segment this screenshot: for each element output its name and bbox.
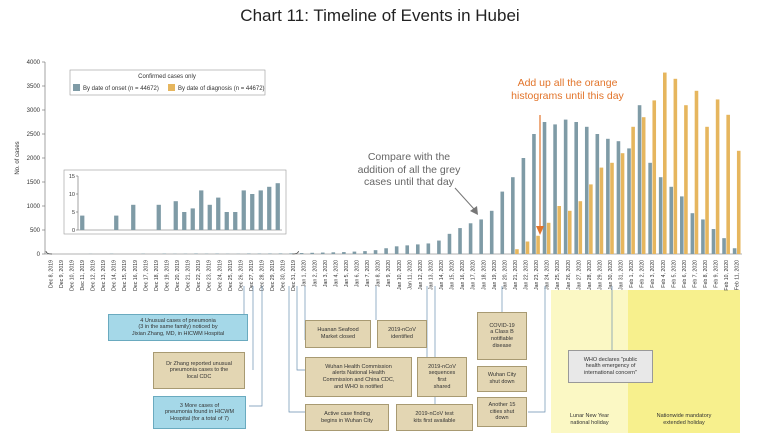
event-text: shared	[433, 383, 451, 390]
bar-onset	[458, 228, 462, 254]
event-text: kits first available	[413, 417, 456, 424]
event-text: Hospital (for a total of 7)	[170, 415, 229, 422]
event-box-report-cdc	[153, 352, 245, 389]
event-text: cities shut	[489, 408, 515, 415]
bar-onset	[532, 134, 536, 254]
x-tick-label: Dec 24, 2019	[217, 260, 224, 291]
x-tick-label: Feb 1, 2020	[629, 260, 636, 288]
x-tick-label: Dec 14, 2019	[111, 260, 118, 291]
x-tick-label: Dec 11, 2019	[79, 260, 86, 291]
bar-onset	[691, 213, 695, 254]
x-tick-label: Jan 7, 2020	[365, 260, 372, 288]
x-tick-label: Dec 19, 2019	[164, 260, 171, 291]
x-tick-label: Feb 4, 2020	[660, 260, 667, 288]
inset-chart	[64, 170, 286, 234]
inset-bar-onset	[191, 208, 195, 230]
event-text: Wuhan Health Commission	[325, 363, 392, 370]
y-tick-label: 0	[36, 252, 40, 258]
x-tick-label: Feb 7, 2020	[692, 260, 699, 288]
bar-onset	[342, 252, 346, 254]
x-tick-label: Dec 8, 2019	[48, 260, 55, 288]
bar-onset	[268, 253, 272, 254]
event-box-ncov-identified	[377, 320, 427, 348]
x-tick-label: Jan 21, 2020	[512, 260, 519, 290]
x-tick-label: Jan 18, 2020	[481, 260, 488, 290]
event-box-who-emergency	[568, 350, 653, 383]
x-tick-label: Jan 23, 2020	[534, 260, 541, 290]
bar-onset	[564, 120, 568, 254]
event-text: 3 More cases of	[179, 402, 220, 409]
event-text: down	[495, 415, 509, 422]
x-tick-label: Jan 22, 2020	[523, 260, 530, 290]
x-tick-label: Jan 6, 2020	[354, 260, 361, 288]
inset-bar-onset	[259, 190, 263, 230]
inset-bar-onset	[225, 212, 229, 230]
bar-onset	[701, 219, 705, 254]
bar-diagnosis	[716, 99, 720, 254]
bar-onset	[395, 246, 399, 254]
bar-diagnosis	[631, 127, 635, 254]
x-tick-label: Dec 20, 2019	[175, 260, 182, 291]
event-text: Wuhan City	[487, 372, 517, 379]
bar-onset	[194, 253, 198, 254]
bar-onset	[680, 196, 684, 254]
bar-onset	[596, 134, 600, 254]
bar-diagnosis	[568, 211, 572, 254]
inset-bar-onset	[208, 205, 212, 230]
x-tick-label: Dec 18, 2019	[153, 260, 160, 291]
bar-onset	[712, 229, 716, 254]
legend-diagnosis-label: By date of diagnosis (n = 44672)	[178, 86, 265, 92]
bar-onset	[585, 127, 589, 254]
event-box-active-case-finding	[305, 404, 389, 431]
event-text: Another 15	[488, 402, 516, 409]
y-tick-label: 1000	[26, 204, 40, 210]
x-tick-label: Jan 27, 2020	[576, 260, 583, 290]
event-text: shut down	[489, 379, 515, 385]
grey-annotation-line1: Compare with the	[367, 151, 451, 163]
event-text: sequences	[428, 370, 456, 377]
event-text: international concern"	[583, 369, 637, 376]
bar-onset	[437, 241, 441, 254]
x-tick-label: Dec 29, 2019	[270, 260, 277, 291]
grey-arrow-line	[455, 188, 474, 209]
event-text: health emergency of	[585, 363, 636, 370]
bar-onset	[321, 253, 325, 254]
x-tick-label: Dec 12, 2019	[90, 260, 97, 291]
bar-onset	[247, 253, 251, 254]
orange-annotation-line1: Add up all the orange	[517, 77, 618, 89]
x-tick-label: Feb 9, 2020	[713, 260, 720, 288]
page-title: Chart 11: Timeline of Events in Hubei	[240, 6, 520, 25]
orange-annotation-line2: histograms until this day	[511, 89, 624, 102]
event-text: 2019-nCoV test	[415, 410, 454, 417]
bar-diagnosis	[695, 91, 699, 254]
x-tick-label: Jan 15, 2020	[449, 260, 456, 290]
y-tick-label: 2500	[26, 132, 40, 138]
bar-onset	[617, 141, 621, 254]
x-tick-label: Jan 3, 2020	[322, 260, 329, 288]
bar-diagnosis	[579, 201, 583, 254]
x-tick-label: Jan 30, 2020	[607, 260, 614, 290]
x-tick-label: Jan 5, 2020	[343, 260, 350, 288]
x-tick-label: Dec 30, 2019	[280, 260, 287, 291]
inset-bar-onset	[80, 216, 84, 230]
x-tick-label: Jan 13, 2020	[428, 260, 435, 290]
bar-diagnosis	[547, 223, 551, 254]
legend-swatch-diagnosis	[168, 84, 175, 91]
x-tick-label: Dec 10, 2019	[69, 260, 76, 291]
bar-onset	[722, 238, 726, 254]
event-text: disease	[492, 342, 512, 349]
event-text: Commission and China CDC,	[322, 377, 395, 383]
x-tick-label: Dec 21, 2019	[185, 260, 192, 291]
x-tick-label: Jan 1, 2020	[301, 260, 308, 288]
bar-diagnosis	[652, 100, 656, 254]
inset-bar-onset	[131, 205, 135, 230]
event-text: (3 in the same family) noticed by	[138, 324, 218, 331]
connector-b3	[249, 286, 262, 406]
x-tick-label: Jan 10, 2020	[396, 260, 403, 290]
event-text: extended holiday	[663, 419, 705, 426]
event-text: identified	[390, 334, 413, 340]
inset-bar-onset	[216, 198, 220, 230]
event-box-wuhan-shut	[477, 366, 527, 392]
inset-y-tick-label: 10	[68, 192, 75, 198]
bar-onset	[553, 124, 557, 254]
x-tick-label: Feb 6, 2020	[681, 260, 688, 288]
bar-onset	[310, 253, 314, 254]
bar-diagnosis	[526, 242, 530, 254]
bar-onset	[659, 177, 663, 254]
y-tick-label: 2000	[26, 156, 40, 162]
event-text: alerts National Health	[332, 370, 385, 377]
event-text: 2019-nCoV	[388, 327, 416, 334]
bar-onset	[638, 105, 642, 254]
bar-diagnosis	[674, 79, 678, 254]
inset-bar-onset	[233, 212, 237, 230]
x-tick-label: Dec 13, 2019	[101, 260, 108, 291]
bar-onset	[405, 245, 409, 254]
legend-swatch-onset	[73, 84, 80, 91]
x-tick-label: Dec 16, 2019	[132, 260, 139, 291]
bar-onset	[448, 234, 452, 254]
x-tick-label: Jan 28, 2020	[586, 260, 593, 290]
event-box-more-cases	[153, 396, 246, 429]
x-tick-label: Feb 2, 2020	[639, 260, 646, 288]
bar-onset	[490, 211, 494, 254]
bar-onset	[500, 192, 504, 254]
inset-bar-onset	[276, 183, 280, 230]
event-box-health-commission	[305, 357, 412, 397]
x-tick-label: Jan 29, 2020	[597, 260, 604, 290]
x-tick-label: Jan 8, 2020	[375, 260, 382, 288]
x-tick-label: Jan 20, 2020	[502, 260, 509, 290]
x-tick-label: Jan 25, 2020	[555, 260, 562, 290]
bar-onset	[511, 177, 515, 254]
event-text: pneumonia found in HICWM	[164, 409, 235, 416]
legend-onset-label: By date of onset (n = 44672)	[83, 86, 159, 92]
bar-diagnosis	[621, 153, 625, 254]
x-axis	[46, 251, 741, 291]
bar-onset	[469, 223, 473, 254]
event-text: national holiday	[570, 419, 609, 426]
grey-annotation	[345, 151, 473, 189]
december-bracket	[46, 251, 52, 254]
x-tick-label: Dec 15, 2019	[122, 260, 129, 291]
x-tick-label: Dec 9, 2019	[58, 260, 65, 288]
event-text: first	[437, 377, 447, 383]
bar-diagnosis	[642, 117, 646, 254]
bar-diagnosis	[600, 168, 604, 254]
event-text: and WHO is notified	[334, 383, 383, 390]
bar-onset	[374, 250, 378, 254]
bar-onset	[522, 158, 526, 254]
grey-arrow-head	[470, 206, 478, 215]
event-text: Active case finding	[324, 410, 370, 417]
event-text: notifiable	[490, 336, 514, 342]
x-tick-label: Dec 27, 2019	[248, 260, 255, 291]
x-tick-label: Jan 12, 2020	[417, 260, 424, 290]
connector-b12	[528, 286, 545, 412]
inset-y-tick-label: 0	[71, 228, 75, 234]
x-tick-label: Dec 25, 2019	[227, 260, 234, 291]
bar-onset	[363, 251, 367, 254]
x-tick-label: Jan 2, 2020	[312, 260, 319, 288]
event-text: Dr Zhang reported unusual	[166, 360, 232, 367]
event-text: Nationwide mandatory	[656, 413, 712, 419]
inset-bar-onset	[267, 187, 271, 230]
y-tick-label: 4000	[26, 60, 40, 66]
x-tick-label: Jan 31, 2020	[618, 260, 625, 290]
inset-bar-onset	[174, 201, 178, 230]
bar-onset	[648, 163, 652, 254]
bar-diagnosis	[684, 105, 688, 254]
lunar-new-year-label	[551, 413, 628, 426]
inset-bar-onset	[242, 190, 246, 230]
x-tick-label: Jan 17, 2020	[470, 260, 477, 290]
bar-diagnosis	[589, 184, 593, 254]
event-text: 4 Unusual cases of pneumonia	[140, 317, 216, 324]
orange-annotation	[470, 77, 665, 102]
y-tick-label: 3500	[26, 84, 40, 90]
bar-onset	[627, 148, 631, 254]
inset-bar-onset	[114, 216, 118, 230]
event-box-market-closed	[305, 320, 371, 348]
grey-annotation-line3: cases until that day	[364, 176, 454, 188]
inset-bar-onset	[157, 205, 161, 230]
x-tick-label: Jan 16, 2020	[460, 260, 467, 290]
event-text: a Class B	[490, 329, 514, 336]
event-box-test-kits	[396, 404, 473, 431]
bar-onset	[427, 243, 431, 254]
x-tick-label: Jan 24, 2020	[544, 260, 551, 290]
bar-diagnosis	[737, 151, 741, 254]
bar-onset	[416, 244, 420, 254]
x-tick-label: Feb 11, 2020	[734, 260, 741, 291]
bar-onset	[289, 253, 293, 254]
inset-bar-onset	[199, 190, 203, 230]
bar-onset	[279, 253, 283, 254]
x-tick-label: Jan 19, 2020	[491, 260, 498, 290]
event-box-15-cities	[477, 397, 527, 427]
bar-diagnosis	[705, 127, 709, 254]
bar-diagnosis	[515, 249, 519, 254]
connector-b6	[297, 286, 305, 370]
bar-onset	[606, 139, 610, 254]
x-tick-label: Jan 4, 2020	[333, 260, 340, 288]
x-tick-label: Jan 26, 2020	[565, 260, 572, 290]
y-axis-label: No. of cases	[15, 141, 21, 175]
x-tick-label: Dec 31, 2019	[291, 260, 298, 291]
legend-title: Confirmed cases only	[138, 74, 196, 80]
event-text: WHO declares "public	[583, 356, 638, 363]
inset-y-tick-label: 15	[68, 174, 75, 180]
bar-diagnosis	[610, 163, 614, 254]
event-text: Lunar New Year	[569, 413, 610, 419]
x-tick-label: Dec 22, 2019	[196, 260, 203, 291]
x-tick-label: Dec 28, 2019	[259, 260, 266, 291]
bar-onset	[332, 252, 336, 254]
x-tick-label: Feb 8, 2020	[703, 260, 710, 288]
event-text: begins in Wuhan City	[321, 417, 373, 424]
inset-y-tick-label: 5	[71, 210, 75, 216]
x-tick-label: Feb 3, 2020	[650, 260, 657, 288]
bar-onset	[669, 187, 673, 254]
bar-diagnosis	[536, 236, 540, 254]
event-text: Jixian Zhang, MD, in HICWM Hospital	[131, 330, 225, 337]
bar-onset	[384, 248, 388, 254]
x-tick-label: Dec 26, 2019	[238, 260, 245, 291]
bar-onset	[353, 252, 357, 254]
event-box-unusual-cases	[108, 314, 248, 341]
inset-bar-onset	[250, 194, 254, 230]
x-tick-label: Feb 5, 2020	[671, 260, 678, 288]
legend	[70, 70, 265, 95]
x-tick-label: Dec 17, 2019	[143, 260, 150, 291]
bar-onset	[733, 248, 737, 254]
y-tick-label: 500	[29, 228, 40, 234]
inset-bar-onset	[182, 212, 186, 230]
y-tick-label: 3000	[26, 108, 40, 114]
x-tick-label: Jan 11, 2020	[407, 260, 414, 290]
bar-onset	[479, 219, 483, 254]
y-tick-label: 1500	[26, 180, 40, 186]
bar-onset	[300, 253, 304, 254]
event-text: 2019-nCoV	[428, 363, 456, 370]
bar-onset	[574, 122, 578, 254]
x-tick-label: Jan 14, 2020	[439, 260, 446, 290]
event-text: Market closed	[320, 334, 356, 340]
x-tick-label: Jan 9, 2020	[386, 260, 393, 288]
grey-annotation-line2: addition of all the grey	[357, 163, 461, 176]
event-text: local CDC	[186, 373, 212, 380]
bar-onset	[543, 122, 547, 254]
december-bracket	[292, 251, 298, 254]
nationwide-holiday-label	[628, 413, 740, 426]
x-tick-label: Feb 10, 2020	[724, 260, 731, 291]
event-text: COVID-19	[489, 322, 515, 329]
bar-diagnosis	[726, 115, 730, 254]
bar-diagnosis	[557, 206, 561, 254]
x-tick-label: Dec 23, 2019	[206, 260, 213, 291]
event-text: pneumonia cases to the	[169, 367, 229, 374]
event-box-sequences-shared	[417, 357, 467, 397]
event-text: Huanan Seafood	[317, 327, 359, 334]
event-box-class-b	[477, 312, 527, 360]
